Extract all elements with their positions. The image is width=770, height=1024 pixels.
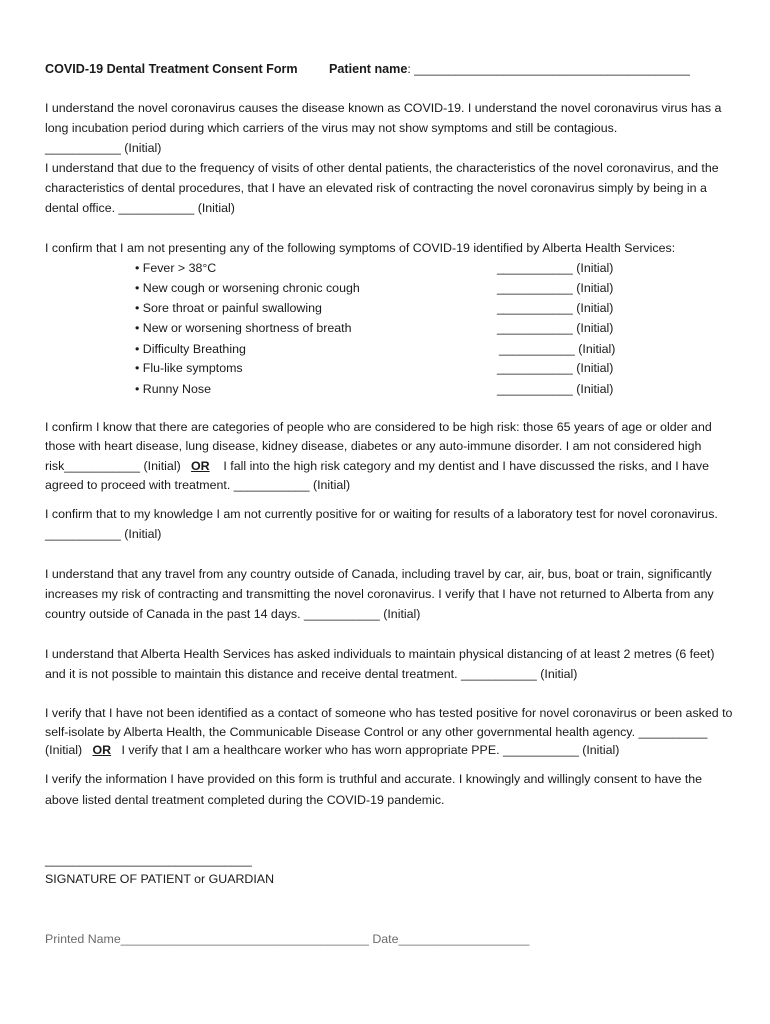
initial-incubation[interactable]: ___________ (Initial): [45, 141, 162, 155]
patient-name-field[interactable]: [329, 62, 690, 76]
printed-name-label: Printed Name: [45, 932, 121, 946]
symptom-label: • Flu-like symptoms: [135, 361, 243, 375]
symptom-row: [45, 318, 735, 338]
high-risk-alt-text: I fall into the high risk category and my dentist and I have discussed the risks, and I have agreed to proceed with treatment. ___________ (Initial): [45, 458, 709, 492]
printed-name-line[interactable]: ____________________________________: [120, 932, 369, 946]
paragraph-lab-test: I confirm that to my knowledge I am not currently positive for or waiting for results of a laboratory test for novel coronavirus. ___________ (Initial): [45, 507, 718, 541]
patient-name-label: Patient name: [329, 62, 408, 76]
paragraph-symptoms-intro: I confirm that I am not presenting any of the following symptoms of COVID-19 identified by Alberta Health Services:: [45, 241, 676, 255]
paragraph-travel: I understand that any travel from any country outside of Canada, including travel by car, air, bus, boat or train, significantly increases my risk of contracting and transmitting the novel coronavirus. I verify that I have not returned to Alberta from any country outside of Canada in the past 14 days. ___________ (Initial): [45, 567, 714, 621]
or-label: OR: [92, 743, 112, 757]
signature-label: SIGNATURE OF PATIENT or GUARDIAN: [45, 872, 275, 886]
symptom-initial[interactable]: ___________ (Initial): [497, 321, 614, 335]
symptom-label: • New cough or worsening chronic cough: [135, 281, 360, 295]
patient-name-line[interactable]: : ________________________________________: [407, 62, 690, 76]
symptom-label: • Difficulty Breathing: [135, 342, 246, 356]
symptom-row: [45, 339, 735, 359]
paragraph-incubation: I understand the novel coronavirus causes the disease known as COVID-19. I understand the novel coronavirus virus has a long incubation period during which carriers of the virus may not show symptoms and still be contagious.: [45, 101, 722, 135]
paragraph-contact: [45, 704, 733, 760]
high-risk-text: I confirm I know that there are categories of people who are considered to be high risk: those 65 years of age or older and those with heart disease, lung disease, kidney disease, diabetes or any auto-immune disorder. I am not considered high risk___________ (Initial): [45, 420, 712, 473]
contact-text: I verify that I have not been identified as a contact of someone who has tested positive for novel coronavirus or been asked to self-isolate by Alberta Health, the Communicable Disease Control or any other governmental health agency. __________ (Initial): [45, 706, 733, 757]
symptom-initial[interactable]: ___________ (Initial): [497, 281, 614, 295]
paragraph-high-risk: [45, 418, 733, 495]
symptom-initial[interactable]: ___________ (Initial): [497, 361, 614, 375]
printed-name-row: [45, 932, 529, 946]
symptom-label: • Fever > 38°C: [135, 261, 217, 275]
paragraph-attestation: I verify the information I have provided on this form is truthful and accurate. I knowingly and willingly consent to have the above listed dental treatment completed during the COVID-19 pandemic.: [45, 772, 703, 807]
symptom-label: • Sore throat or painful swallowing: [135, 301, 322, 315]
date-label: Date: [372, 932, 399, 946]
symptom-label: • Runny Nose: [135, 382, 211, 396]
symptom-row: [45, 278, 735, 298]
date-line[interactable]: ___________________: [398, 932, 530, 946]
symptom-row: [45, 379, 735, 399]
form-title: COVID-19 Dental Treatment Consent Form: [45, 62, 298, 76]
or-label: OR: [191, 458, 210, 473]
symptom-initial[interactable]: ___________ (Initial): [497, 261, 614, 275]
signature-line[interactable]: ______________________________: [45, 853, 252, 867]
symptom-initial[interactable]: ___________ (Initial): [497, 382, 614, 396]
symptom-initial[interactable]: ___________ (Initial): [499, 342, 616, 356]
healthcare-worker-text: I verify that I am a healthcare worker who has worn appropriate PPE. ___________ (Initial): [121, 743, 620, 757]
paragraph-distancing: I understand that Alberta Health Services has asked individuals to maintain physical distancing of at least 2 metres (6 feet) and it is not possible to maintain this distance and receive dental treatment. ___________ (Initial): [45, 647, 715, 681]
symptom-row: [45, 258, 735, 278]
symptom-row: [45, 358, 735, 378]
paragraph-elevated-risk: I understand that due to the frequency of visits of other dental patients, the characteristics of the novel coronavirus, and the characteristics of dental procedures, that I have an elevated risk of contracting the novel coronavirus simply by being in a dental office. ___________ (Initial): [45, 161, 719, 215]
symptom-label: • New or worsening shortness of breath: [135, 321, 352, 335]
symptom-initial[interactable]: ___________ (Initial): [497, 301, 614, 315]
symptom-row: [45, 298, 735, 318]
